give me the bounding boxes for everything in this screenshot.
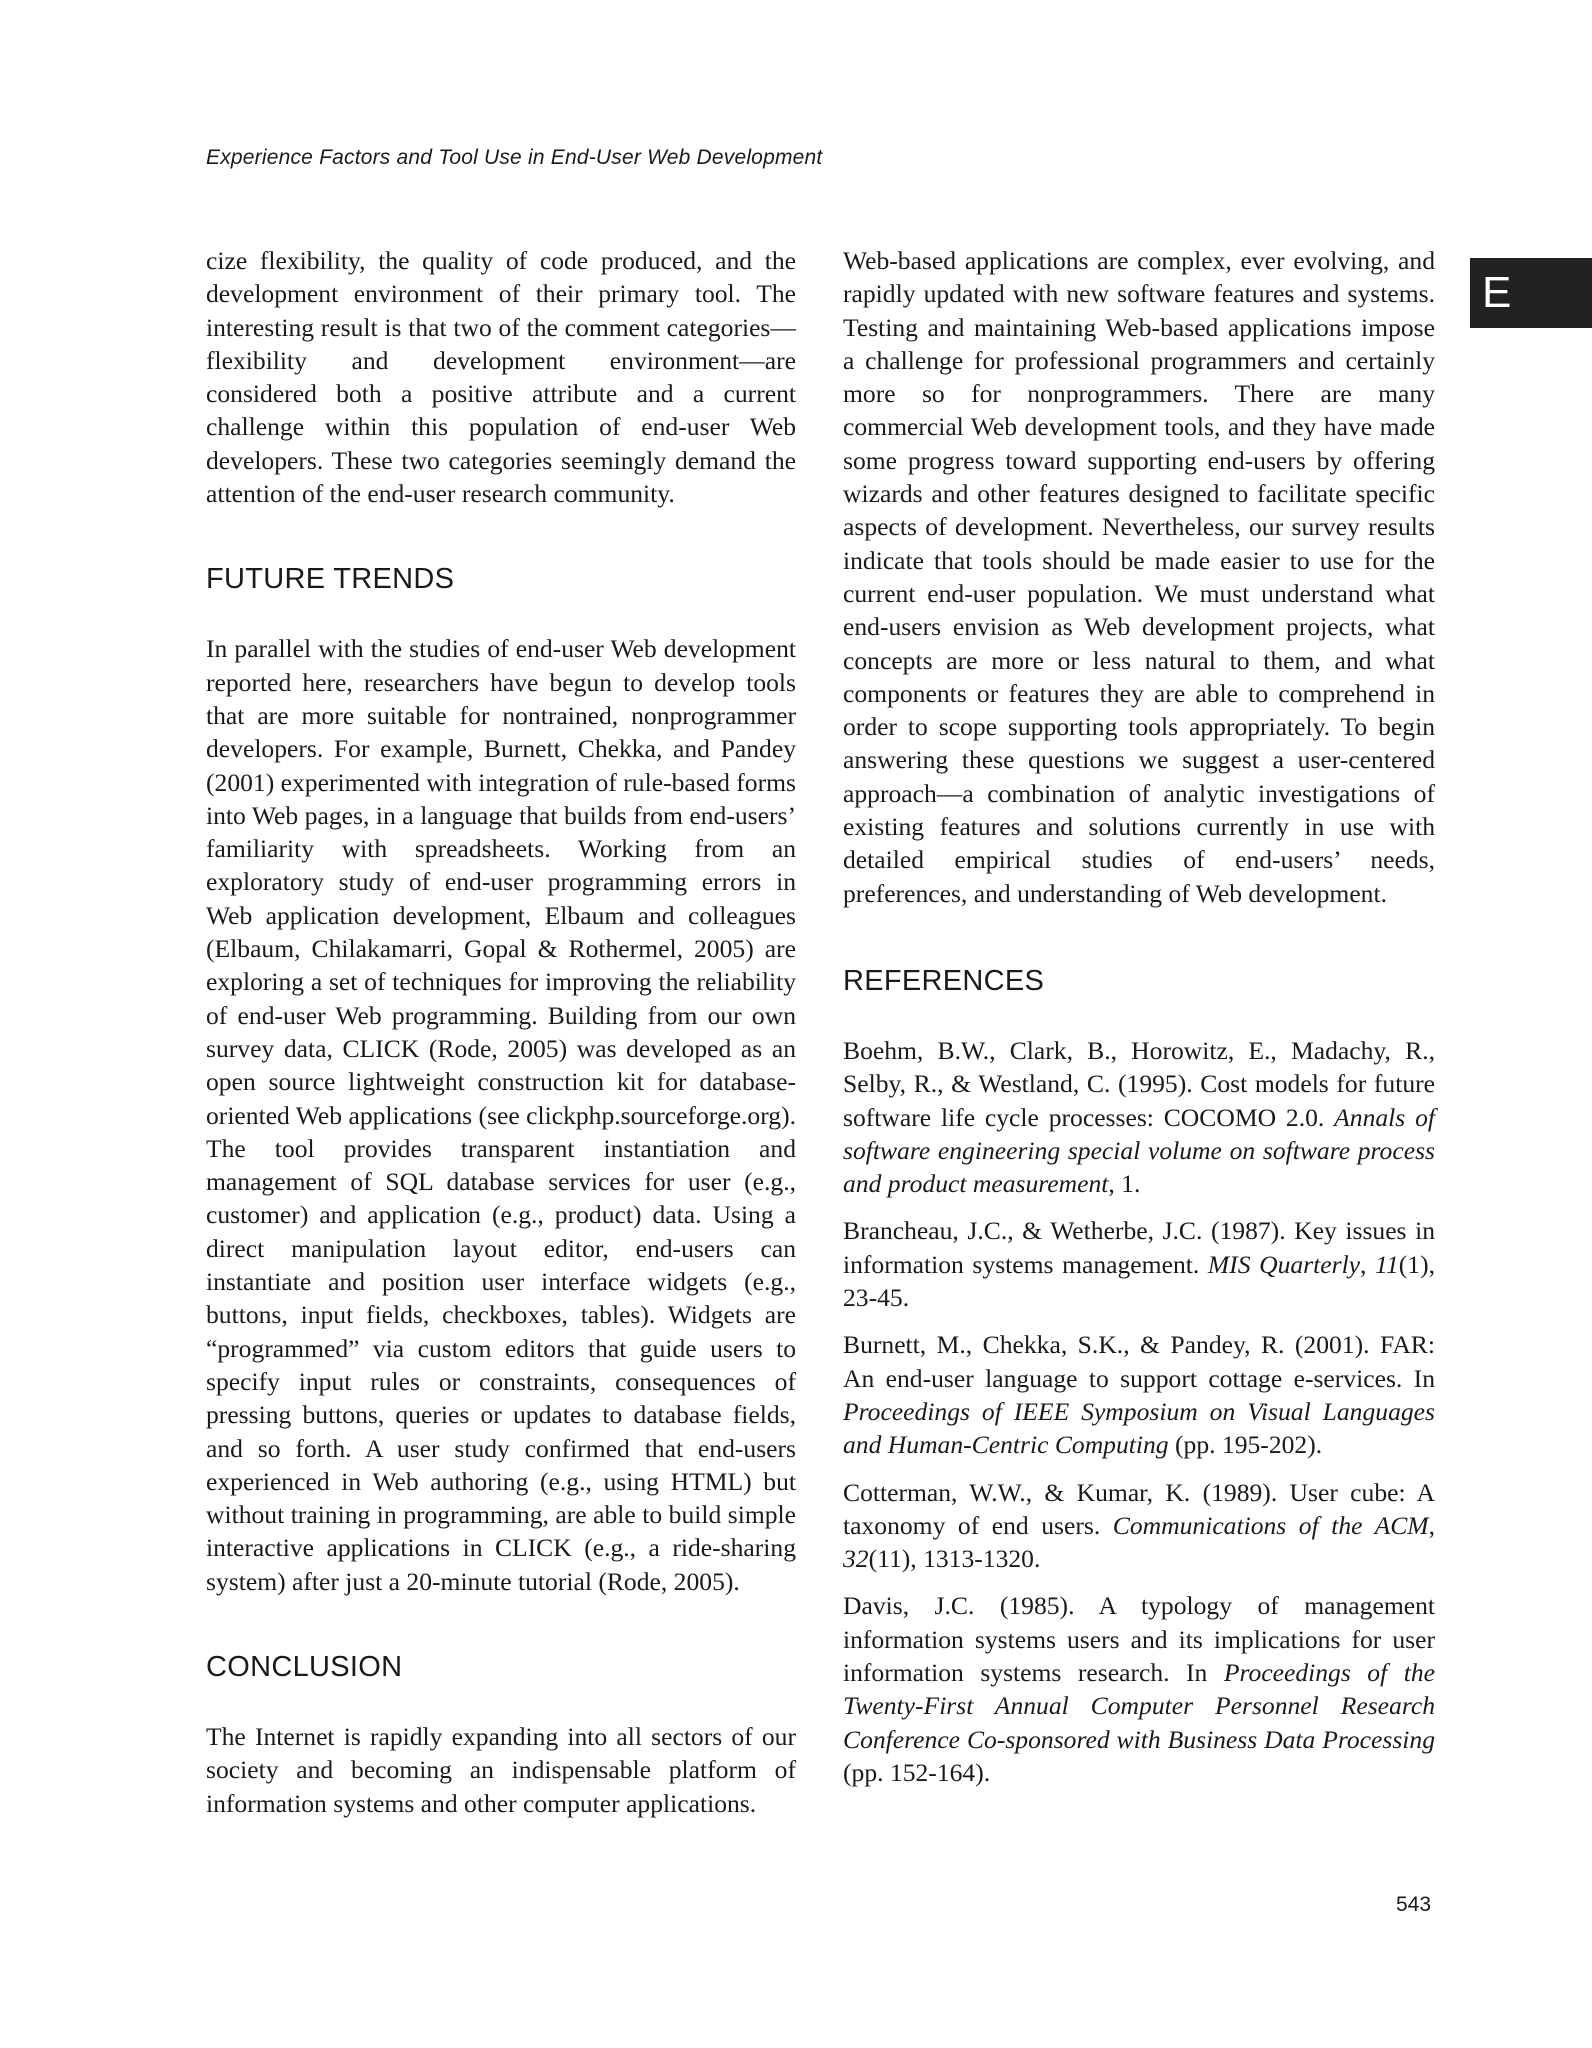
reference-item: Brancheau, J.C., & Wetherbe, J.C. (1987). Key issues in information systems management. MIS Quarterly, 11(1), 23-45. xyxy=(843,1216,1435,1313)
reference-item: Burnett, M., Chekka, S.K., & Pandey, R. (2001). FAR: An end-user language to support cottage e-services. In Proceedings of IEEE Symposium on Visual Languages and Human-Centric Computing (pp. 195-202). xyxy=(843,1330,1435,1460)
running-header: Experience Factors and Tool Use in End-User Web Development xyxy=(206,146,823,169)
left-column xyxy=(206,244,796,1820)
conclusion-heading: CONCLUSION xyxy=(206,1650,403,1683)
reference-item: Boehm, B.W., Clark, B., Horowitz, E., Madachy, R., Selby, R., & Westland, C. (1995). Cost models for future software life cycle processes: COCOMO 2.0. Annals of software engineering special volume on software process and product measurement, 1. xyxy=(843,1035,1435,1199)
section-tab-marker: E xyxy=(1470,258,1592,328)
conclusion-continued-paragraph: Web-based applications are complex, ever evolving, and rapidly updated with new software features and systems. Testing and maintaining Web-based applications impose a challenge for professional programmers and certainly more so for nonprogrammers. There are many commercial Web development tools, and they have made some progress toward supporting end-users by offering wizards and other features designed to facilitate specific aspects of development. Nevertheless, our survey results indicate that tools should be made easier to use for the current end-user population. We must understand what end-users envision as Web development projects, what concepts are more or less natural to them, and what components or features they are able to comprehend in order to scope supporting tools appropriately. To begin answering these questions we suggest a user-centered approach—a combination of analytic investigations of existing features and solutions currently in use with detailed empirical studies of end-users’ needs, preferences, and understanding of Web development. xyxy=(843,246,1435,908)
future-trends-heading: FUTURE TRENDS xyxy=(206,563,455,596)
page-number: 543 xyxy=(1396,1893,1432,1916)
references-heading: REFERENCES xyxy=(843,964,1045,997)
reference-list xyxy=(843,1034,1435,1789)
reference-item: Davis, J.C. (1985). A typology of management information systems users and its implications for user information systems research. In Proceedings of the Twenty-First Annual Computer Personnel Research Conference Co-sponsored with Business Data Processing (pp. 152-164). xyxy=(843,1591,1435,1787)
future-trends-paragraph: In parallel with the studies of end-user Web development reported here, researchers have begun to develop tools that are more suitable for nontrained, nonprogrammer developers. For example, Burnett, Chekka, and Pandey (2001) experimented with integration of rule-based forms into Web pages, in a language that builds from end-users’ familiarity with spreadsheets. Working from an exploratory study of end-user programming errors in Web application development, Elbaum and colleagues (Elbaum, Chilakamarri, Gopal & Rothermel, 2005) are exploring a set of techniques for improving the reliability of end-user Web programming. Building from our own survey data, CLICK (Rode, 2005) was developed as an open source lightweight construction kit for database-oriented Web applications (see clickphp.sourceforge.org). The tool provides transparent instantiation and management of SQL database services for user (e.g., customer) and application (e.g., product) data. Using a direct manipulation layout editor, end-users can instantiate and position user interface widgets (e.g., buttons, input fields, checkboxes, tables). Widgets are “programmed” via custom editors that guide users to specify input rules or constraints, consequences of pressing buttons, queries or updates to database fields, and so forth. A user study confirmed that end-users experienced in Web authoring (e.g., using HTML) but without training in programming, are able to build simple interactive applications in CLICK (e.g., a ride-sharing system) after just a 20-minute tutorial (Rode, 2005). xyxy=(206,634,796,1596)
reference-item: Cotterman, W.W., & Kumar, K. (1989). User cube: A taxonomy of end users. Communications of the ACM, 32(11), 1313-1320. xyxy=(843,1477,1435,1574)
right-column xyxy=(843,244,1435,1803)
conclusion-paragraph: The Internet is rapidly expanding into all sectors of our society and becoming an indispensable platform of information systems and other computer applications. xyxy=(206,1721,796,1818)
intro-paragraph: cize flexibility, the quality of code produced, and the development environment of their primary tool. The interesting result is that two of the comment categories—flexibility and development environment—are considered both a positive attribute and a current challenge within this population of end-user Web developers. These two categories seemingly demand the attention of the end-user research community. xyxy=(206,246,796,509)
